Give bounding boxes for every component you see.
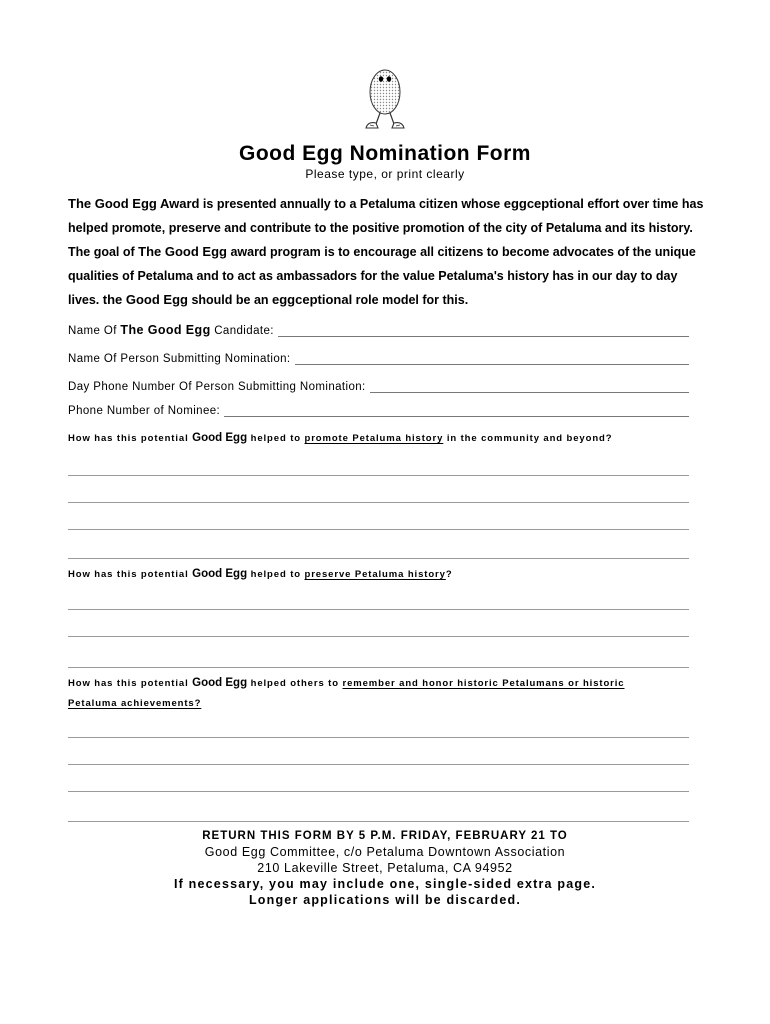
page-subtitle: Please type, or print clearly <box>305 167 465 181</box>
nominee-phone-field <box>68 401 689 417</box>
length-warning: Longer applications will be discarded. <box>248 893 522 907</box>
day-phone-input[interactable] <box>370 380 689 393</box>
committee-address-line: Good Egg Committee, c/o Petaluma Downtown Association <box>204 845 566 859</box>
question-preserve-history: How has this potential Good Egg helped to preserve Petaluma history? <box>68 568 453 580</box>
intro-text: should be an <box>187 293 273 307</box>
submitter-name-label: Name Of Person Submitting Nomination: <box>68 353 291 365</box>
award-name: The Good Egg <box>138 244 227 259</box>
submitter-name-field <box>68 349 689 365</box>
nominee-phone-label: Phone Number of Nominee: <box>68 405 221 417</box>
eggceptional-term: eggceptional <box>503 196 584 211</box>
answer-line-q2-1[interactable] <box>68 609 689 610</box>
page-title: Good Egg Nomination Form <box>239 142 531 165</box>
candidate-name-field <box>68 321 689 337</box>
eggceptional-term: eggceptional <box>272 292 353 307</box>
day-phone-label: Day Phone Number Of Person Submitting Nomination: <box>68 381 366 393</box>
answer-line-q1-3[interactable] <box>68 529 689 530</box>
egg-mascot-icon <box>352 62 418 140</box>
candidate-name-label: Name Of The Good Egg Candidate: <box>68 323 274 337</box>
answer-line-q1-2[interactable] <box>68 502 689 503</box>
answer-line-q2-3[interactable] <box>68 667 689 668</box>
question-promote-history: How has this potential Good Egg helped to promote Petaluma history in the community and beyond? <box>68 432 613 444</box>
intro-paragraph <box>68 192 708 312</box>
answer-line-q3-2[interactable] <box>68 764 689 765</box>
intro-text: is presented annually to a Petaluma citizen whose <box>199 197 504 211</box>
question-remember-honor: How has this potential Good Egg helped others to remember and honor historic Petalumans or historic Petaluma achievements? <box>68 677 625 709</box>
submitter-name-input[interactable] <box>295 352 689 365</box>
intro-text: effort over time has helped promote, preserve and contribute to the positive promotion of the city of Petaluma and its history. The goal of <box>68 197 704 259</box>
intro-text: award program is to encourage all citizens to become advocates of the unique qualities of Petaluma and to act as ambassadors for the value Petaluma's history has in our day to day lives. <box>68 245 696 307</box>
nominee-phone-input[interactable] <box>224 404 689 417</box>
street-address-line: 210 Lakeville Street, Petaluma, CA 94952 <box>257 861 513 875</box>
day-phone-field <box>68 377 689 393</box>
award-name: The Good Egg Award <box>68 196 200 211</box>
return-deadline: RETURN THIS FORM BY 5 P.M. FRIDAY, FEBRUARY 21 TO <box>202 830 568 842</box>
award-name: the Good Egg <box>102 292 188 307</box>
intro-text: role model for this. <box>352 293 469 307</box>
return-instructions <box>0 828 770 908</box>
answer-line-q1-1[interactable] <box>68 475 689 476</box>
answer-line-q3-1[interactable] <box>68 737 689 738</box>
answer-line-q3-4[interactable] <box>68 821 689 822</box>
answer-line-q3-3[interactable] <box>68 791 689 792</box>
answer-line-q2-2[interactable] <box>68 636 689 637</box>
candidate-name-input[interactable] <box>278 324 689 337</box>
answer-line-q1-4[interactable] <box>68 558 689 559</box>
extra-page-note: If necessary, you may include one, single-sided extra page. <box>173 877 597 891</box>
